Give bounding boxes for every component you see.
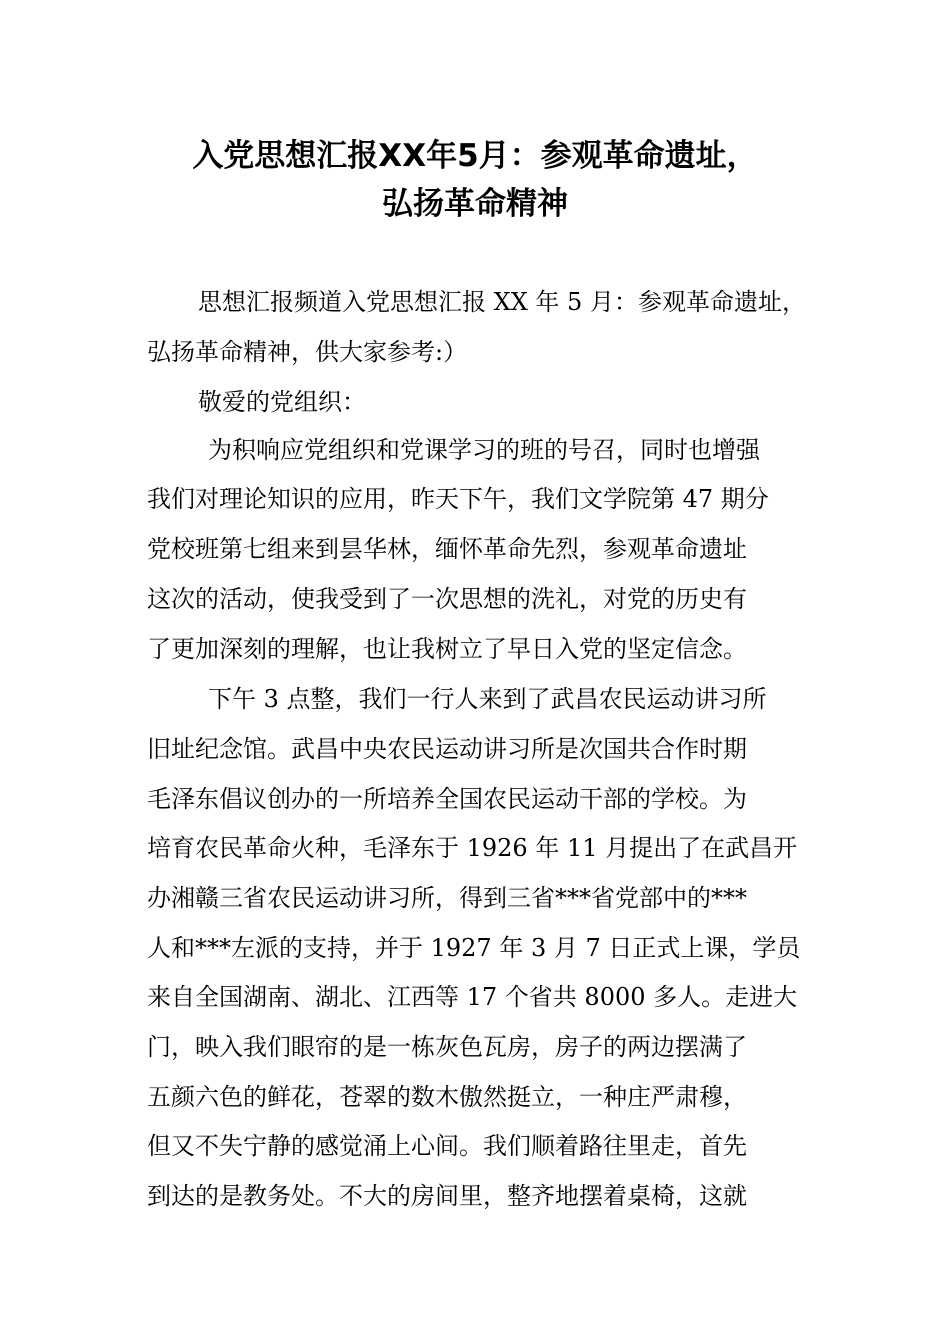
body-line-19: 到达的是教务处。不大的房间里，整齐地摆着桌椅，这就	[147, 1182, 747, 1210]
body-line-16: 门，映入我们眼帘的是一栋灰色瓦房，房子的两边摆满了	[147, 1033, 747, 1061]
body-line-15: 来自全国湖南、湖北、江西等 17 个省共 8000 多人。走进大	[147, 983, 798, 1011]
body-line-11: 毛泽东倡议创办的一所培养全国农民运动干部的学校。为	[147, 785, 747, 813]
body-line-14: 人和***左派的支持，并于 1927 年 3 月 7 日正式上课，学员	[147, 934, 801, 962]
document-title-line-1: 入党思想汇报XX年5月：参观革命遗址，	[192, 138, 758, 174]
body-line-12: 培育农民革命火种，毛泽东于 1926 年 11 月提出了在武昌开	[147, 834, 798, 862]
body-line-13: 办湘赣三省农民运动讲习所，得到三省***省党部中的***	[147, 884, 747, 912]
document-title-line-2: 弘扬革命精神	[382, 186, 568, 222]
body-line-1: 思想汇报频道入党思想汇报 XX 年 5 月：参观革命遗址，	[198, 288, 806, 316]
body-line-8: 了更加深刻的理解，也让我树立了早日入党的坚定信念。	[147, 635, 747, 663]
body-line-9: 下午 3 点整，我们一行人来到了武昌农民运动讲习所	[208, 685, 767, 713]
body-line-2: 弘扬革命精神，供大家参考:）	[147, 338, 468, 366]
body-line-17: 五颜六色的鲜花，苍翠的数木傲然挺立，一种庄严肃穆，	[147, 1083, 747, 1111]
body-line-4: 为积响应党组织和党课学习的班的号召，同时也增强	[208, 436, 760, 464]
body-line-10: 旧址纪念馆。武昌中央农民运动讲习所是次国共合作时期	[147, 735, 747, 763]
body-line-5: 我们对理论知识的应用，昨天下午，我们文学院第 47 期分	[147, 485, 769, 513]
body-line-6: 党校班第七组来到昙华林，缅怀革命先烈，参观革命遗址	[147, 535, 747, 563]
body-line-7: 这次的活动，使我受到了一次思想的洗礼，对党的历史有	[147, 585, 747, 613]
body-line-18: 但又不失宁静的感觉涌上心间。我们顺着路往里走，首先	[147, 1132, 747, 1160]
salutation: 敬爱的党组织：	[198, 388, 366, 416]
